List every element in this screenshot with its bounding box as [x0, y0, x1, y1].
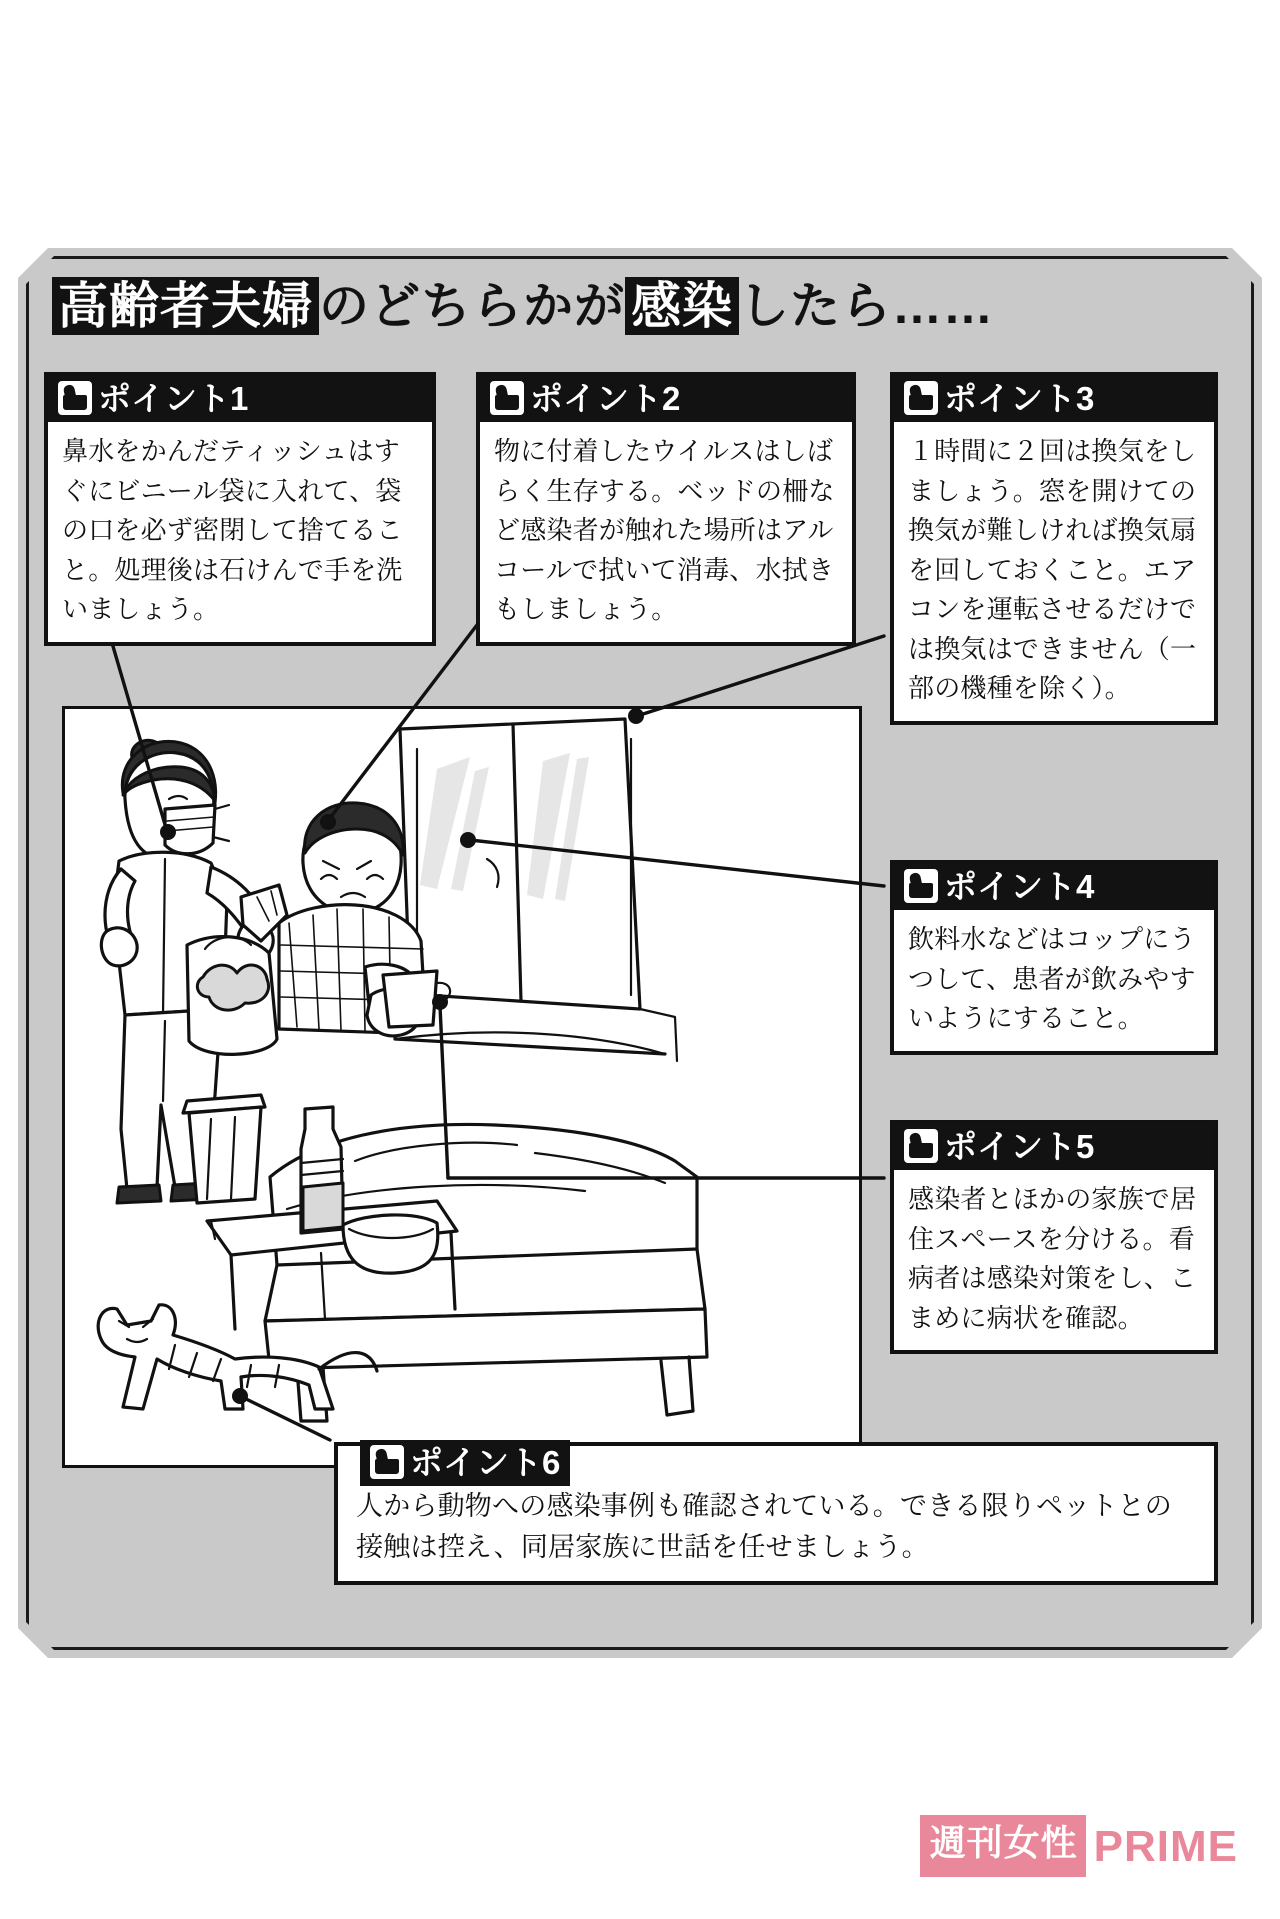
headline-plain-2: したら…… — [739, 278, 994, 334]
point-card-4 — [890, 860, 1218, 1055]
thumbs-up-icon — [904, 381, 938, 415]
headline-highlight-1: 高齢者夫婦 — [52, 277, 319, 335]
thumbs-up-icon — [904, 1129, 938, 1163]
logo-jp-text: 週刊女性 — [920, 1815, 1086, 1877]
point-card-2 — [476, 372, 856, 646]
wash-basin-icon — [343, 1215, 438, 1273]
point-3-label: ポイント3 — [944, 379, 1095, 417]
publication-logo — [920, 1815, 1242, 1877]
point-6-text: 人から動物への感染事例も確認されている。できる限りペットとの接触は控え、同居家族に世話を任せましょう。 — [356, 1491, 1172, 1562]
headline-plain-1: のどちらかが — [319, 278, 625, 334]
point-2-text: 物に付着したウイルスはしばらく生存する。ベッドの柵など感染者が触れた場所はアルコールで拭いて消毒、水拭きもしましょう。 — [494, 436, 835, 625]
thumbs-up-icon — [58, 381, 92, 415]
point-5-label: ポイント5 — [944, 1127, 1095, 1165]
point-card-3 — [890, 372, 1218, 725]
point-4-header — [894, 864, 1214, 910]
point-card-1 — [44, 372, 436, 646]
point-4-text: 飲料水などはコップにうつして、患者が飲みやすいようにすること。 — [908, 924, 1196, 1034]
point-5-text: 感染者とほかの家族で居住スペースを分ける。看病者は感染対策をし、こまめに病状を確認。 — [908, 1184, 1197, 1333]
point-6-header — [360, 1440, 570, 1486]
trash-bin-icon — [183, 1095, 265, 1203]
thumbs-up-icon — [904, 869, 938, 903]
window-icon — [395, 719, 677, 1061]
point-1-label: ポイント1 — [98, 379, 249, 417]
point-1-text: 鼻水をかんだティッシュはすぐにビニール袋に入れて、袋の口を必ず密閉して捨てること。処理後は石けんで手を洗いましょう。 — [62, 436, 403, 625]
point-1-header — [48, 376, 432, 422]
point-5-header — [894, 1124, 1214, 1170]
thumbs-up-icon — [490, 381, 524, 415]
point-2-header — [480, 376, 852, 422]
page-title — [52, 275, 1182, 337]
sickroom-illustration — [62, 706, 862, 1468]
headline-highlight-2: 感染 — [625, 277, 739, 335]
point-3-header — [894, 376, 1214, 422]
point-6-label: ポイント6 — [410, 1443, 561, 1481]
point-4-label: ポイント4 — [944, 867, 1095, 905]
illustration-svg — [65, 709, 862, 1468]
point-card-5 — [890, 1120, 1218, 1354]
water-bottle-icon — [301, 1107, 343, 1233]
logo-en-text: PRIME — [1086, 1815, 1242, 1877]
point-6-header-holder — [360, 1440, 570, 1486]
point-2-label: ポイント2 — [530, 379, 681, 417]
point-3-text: １時間に２回は換気をしましょう。窓を開けての換気が難しければ換気扇を回しておくこと。エアコンを運転させるだけでは換気はできません（一部の機種を除く）。 — [908, 436, 1197, 704]
thumbs-up-icon — [370, 1445, 404, 1479]
